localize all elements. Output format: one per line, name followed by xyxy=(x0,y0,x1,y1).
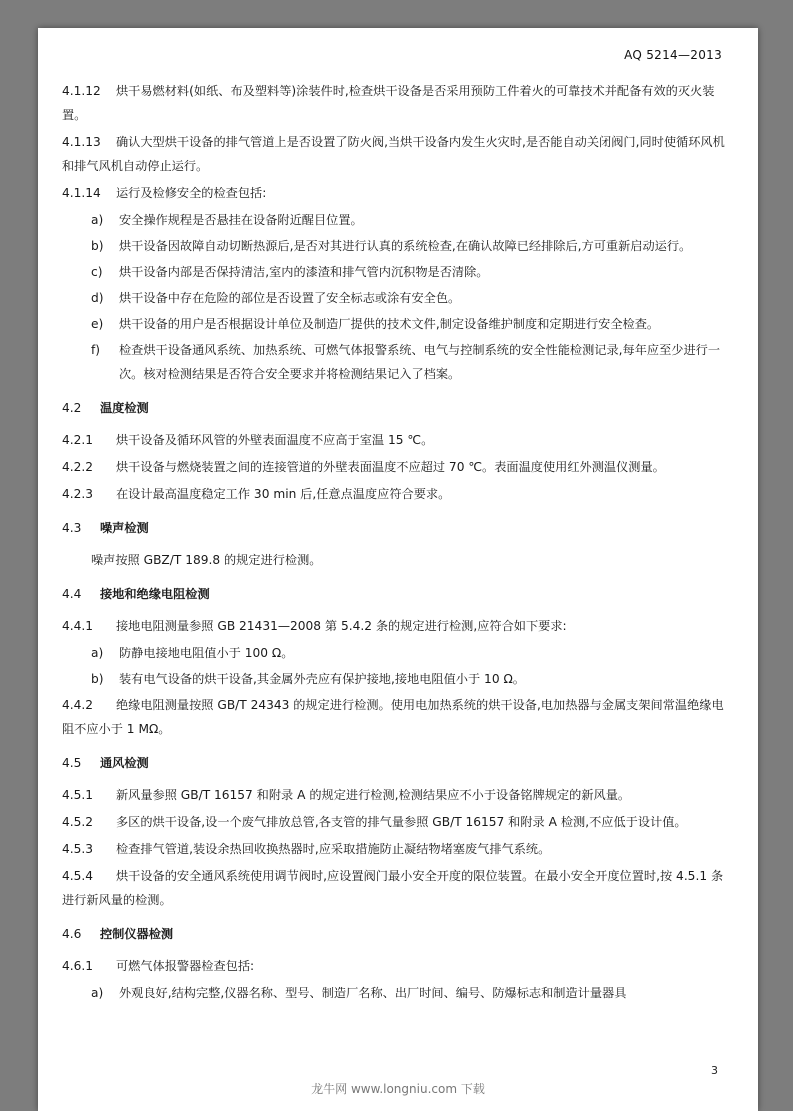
page-number: 3 xyxy=(711,1064,718,1077)
list-item-label: a) xyxy=(91,986,104,1000)
list-item-label: b) xyxy=(91,239,104,253)
clause-text: 多区的烘干设备,设一个废气排放总管,各支管的排气量参照 GB/T 16157 和附录 A 检测,不应低于设计值。 xyxy=(116,815,687,829)
clause-paragraph xyxy=(62,181,732,205)
section-number: 4.3 xyxy=(62,521,82,535)
clause-text: 绝缘电阻测量按照 GB/T 24343 的规定进行检测。使用电加热系统的烘干设备,电加热器与金属支架间常温绝缘电阻不应小于 1 MΩ。 xyxy=(62,698,724,736)
clause-number: 4.1.12 xyxy=(62,84,101,98)
clause-text: 烘干设备与燃烧装置之间的连接管道的外壁表面温度不应超过 70 ℃。表面温度使用红外测温仪测量。 xyxy=(116,460,665,474)
section-paragraph: 噪声按照 GBZ/T 189.8 的规定进行检测。 xyxy=(91,553,322,567)
clause-number: 4.6.1 xyxy=(62,959,94,973)
list-item-label: e) xyxy=(91,317,104,331)
clause-text: 烘干易燃材料(如纸、布及塑料等)涂装件时,检查烘干设备是否采用预防工件着火的可靠技术并配备有效的灭火装置。 xyxy=(62,84,715,122)
list-item-label: a) xyxy=(91,213,104,227)
clause-number: 4.1.14 xyxy=(62,186,101,200)
clause-paragraph xyxy=(62,810,732,834)
section-title: 通风检测 xyxy=(100,756,149,770)
list-item xyxy=(62,208,732,232)
clause-number: 4.1.13 xyxy=(62,135,101,149)
clause-number: 4.5.4 xyxy=(62,869,94,883)
clause-number: 4.4.2 xyxy=(62,698,94,712)
section-number: 4.5 xyxy=(62,756,82,770)
clause-paragraph xyxy=(62,455,732,479)
clause-text: 可燃气体报警器检查包括: xyxy=(116,959,255,973)
section-heading xyxy=(62,922,732,946)
clause-paragraph xyxy=(62,79,732,127)
watermark: 龙牛网 www.longniu.com 下载 xyxy=(311,1082,485,1096)
clause-number: 4.2.1 xyxy=(62,433,94,447)
section-number: 4.2 xyxy=(62,401,82,415)
section-heading xyxy=(62,582,732,606)
list-item-label: d) xyxy=(91,291,104,305)
list-item xyxy=(62,338,732,386)
list-item-text: 检查烘干设备通风系统、加热系统、可燃气体报警系统、电气与控制系统的安全性能检测记录,每年应至少进行一次。核对检测结果是否符合安全要求并将检测结果记入了档案。 xyxy=(119,343,721,381)
clause-text: 运行及检修安全的检查包括: xyxy=(116,186,267,200)
clause-number: 4.5.2 xyxy=(62,815,94,829)
clause-paragraph xyxy=(62,693,732,741)
section-heading xyxy=(62,396,732,420)
list-item-text: 烘干设备因故障自动切断热源后,是否对其进行认真的系统检查,在确认故障已经排除后,方可重新启动运行。 xyxy=(119,239,692,253)
clause-paragraph xyxy=(62,130,732,178)
list-item xyxy=(62,667,732,691)
clause-paragraph xyxy=(62,428,732,452)
clause-text: 新风量参照 GB/T 16157 和附录 A 的规定进行检测,检测结果应不小于设备铭牌规定的新风量。 xyxy=(116,788,631,802)
list-item-label: b) xyxy=(91,672,104,686)
clause-number: 4.5.3 xyxy=(62,842,94,856)
section-number: 4.6 xyxy=(62,927,82,941)
list-item xyxy=(62,981,732,1005)
list-item-text: 装有电气设备的烘干设备,其金属外壳应有保护接地,接地电阻值小于 10 Ω。 xyxy=(119,672,525,686)
list-item-text: 安全操作规程是否悬挂在设备附近醒目位置。 xyxy=(119,213,363,227)
list-item-label: c) xyxy=(91,265,103,279)
standard-number: AQ 5214—2013 xyxy=(624,48,722,62)
clause-text: 烘干设备及循环风管的外壁表面温度不应高于室温 15 ℃。 xyxy=(116,433,434,447)
list-item-text: 烘干设备内部是否保持清洁,室内的漆渣和排气管内沉积物是否清除。 xyxy=(119,265,489,279)
clause-paragraph xyxy=(62,783,732,807)
clause-number: 4.5.1 xyxy=(62,788,94,802)
section-title: 噪声检测 xyxy=(100,521,149,535)
clause-paragraph xyxy=(62,954,732,978)
clause-number: 4.2.2 xyxy=(62,460,94,474)
clause-paragraph xyxy=(62,614,732,638)
clause-number: 4.2.3 xyxy=(62,487,94,501)
document-page xyxy=(38,28,758,1111)
clause-text: 烘干设备的安全通风系统使用调节阀时,应设置阀门最小安全开度的限位装置。在最小安全开度位置时,按 4.5.1 条进行新风量的检测。 xyxy=(62,869,724,907)
section-number: 4.4 xyxy=(62,587,82,601)
list-item-text: 外观良好,结构完整,仪器名称、型号、制造厂名称、出厂时间、编号、防爆标志和制造计量器具 xyxy=(119,986,627,1000)
clause-number: 4.4.1 xyxy=(62,619,94,633)
section-title: 控制仪器检测 xyxy=(100,927,174,941)
document-body xyxy=(62,79,732,1007)
list-item-label: f) xyxy=(91,343,101,357)
clause-paragraph xyxy=(62,837,732,861)
clause-text: 检查排气管道,装设余热回收换热器时,应采取措施防止凝结物堵塞废气排气系统。 xyxy=(116,842,551,856)
list-item xyxy=(62,641,732,665)
list-item-text: 防静电接地电阻值小于 100 Ω。 xyxy=(119,646,294,660)
clause-text: 确认大型烘干设备的排气管道上是否设置了防火阀,当烘干设备内发生火灾时,是否能自动关闭阀门,同时使循环风机和排气风机自动停止运行。 xyxy=(62,135,725,173)
clause-paragraph xyxy=(62,864,732,912)
list-item-text: 烘干设备的用户是否根据设计单位及制造厂提供的技术文件,制定设备维护制度和定期进行安全检查。 xyxy=(119,317,660,331)
list-item xyxy=(62,234,732,258)
clause-text: 在设计最高温度稳定工作 30 min 后,任意点温度应符合要求。 xyxy=(116,487,451,501)
list-item-text: 烘干设备中存在危险的部位是否设置了安全标志或涂有安全色。 xyxy=(119,291,461,305)
clause-paragraph xyxy=(62,482,732,506)
section-heading xyxy=(62,751,732,775)
list-item xyxy=(62,312,732,336)
section-heading xyxy=(62,516,732,540)
list-item xyxy=(62,286,732,310)
clause-text: 接地电阻测量参照 GB 21431—2008 第 5.4.2 条的规定进行检测,应符合如下要求: xyxy=(116,619,567,633)
list-item xyxy=(62,260,732,284)
section-title: 接地和绝缘电阻检测 xyxy=(100,587,210,601)
list-item-label: a) xyxy=(91,646,104,660)
section-title: 温度检测 xyxy=(100,401,149,415)
